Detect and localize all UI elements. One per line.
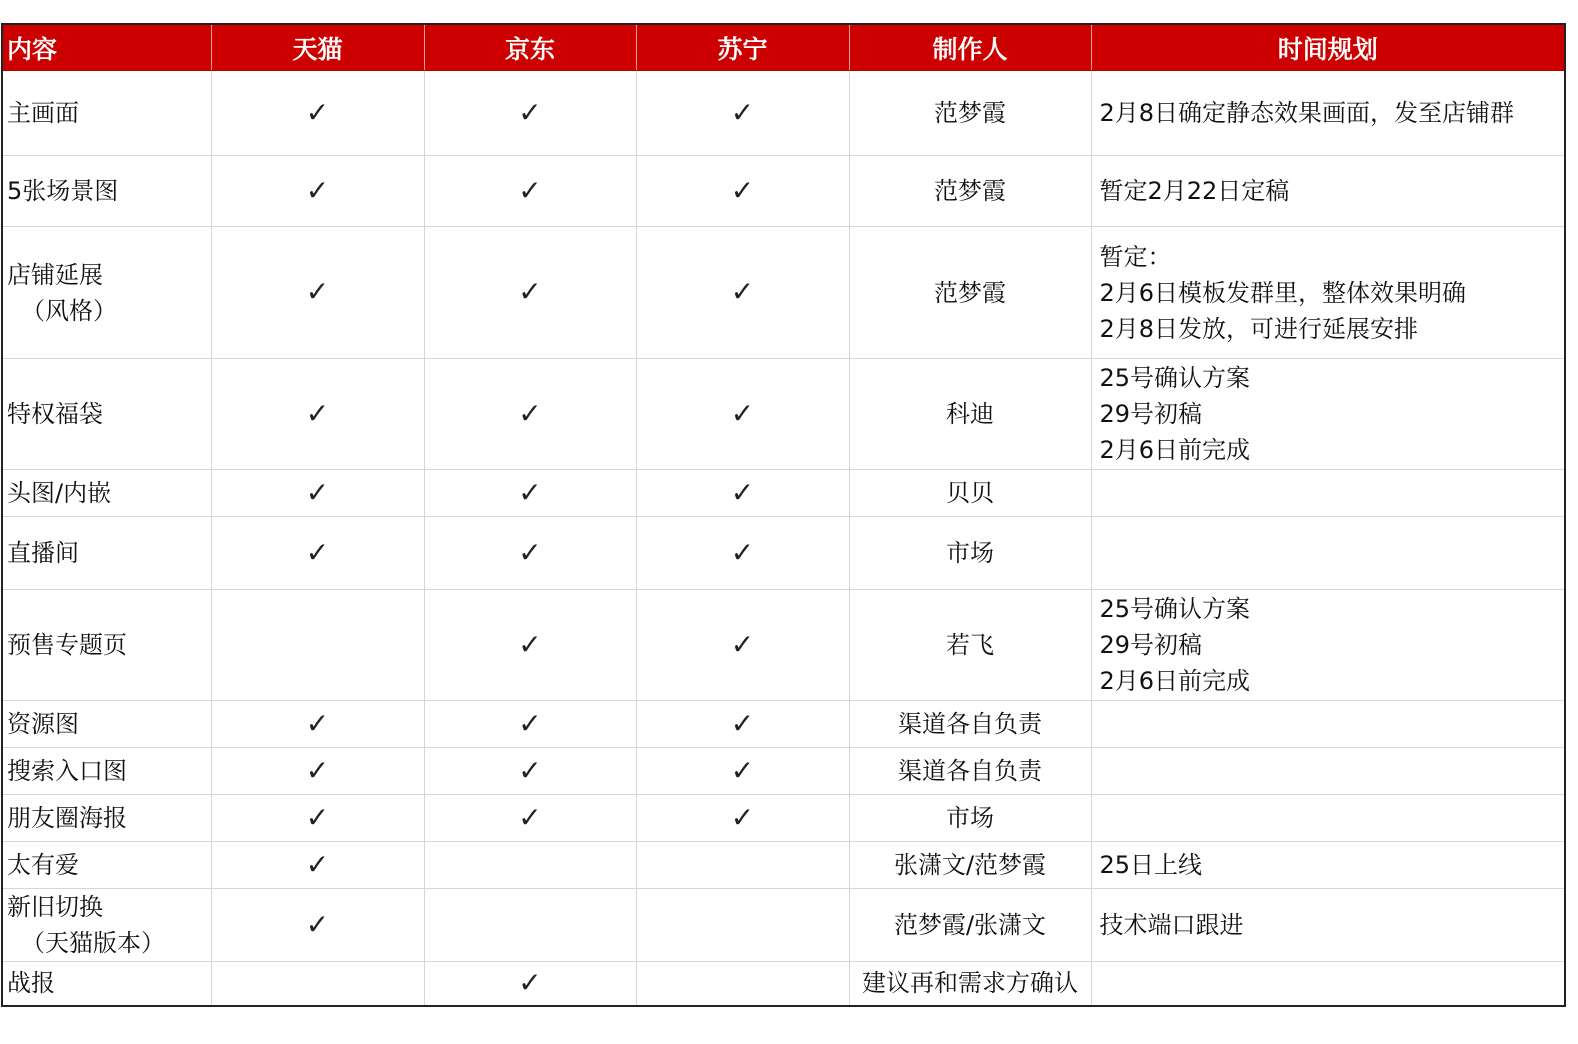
content-name-line: 搜索入口图 — [7, 757, 127, 785]
cell-content-name[interactable] — [3, 842, 211, 889]
plan-line: 2月6日模板发群里，整体效果明确 — [1099, 278, 1467, 307]
check-mark-icon: ✓ — [518, 475, 542, 509]
check-mark-icon: ✓ — [730, 706, 755, 740]
plan-line: 2月8日发放，可进行延展安排 — [1099, 314, 1419, 343]
cell-maker[interactable]: 市场 — [849, 517, 1091, 590]
cell-maker[interactable]: 范梦霞/张潇文 — [849, 889, 1091, 962]
header-plan[interactable]: 时间规划 — [1091, 25, 1564, 71]
content-name-line: 5张场景图 — [7, 177, 119, 205]
check-mark-icon: ✓ — [730, 535, 755, 569]
plan-line: 29号初稿 — [1099, 400, 1203, 428]
cell-plan[interactable] — [1091, 156, 1564, 227]
cell-suning[interactable] — [636, 795, 849, 842]
check-mark-icon: ✓ — [305, 95, 330, 129]
check-mark-icon: ✓ — [305, 396, 330, 430]
cell-jd[interactable] — [424, 701, 636, 748]
cell-plan[interactable] — [1091, 517, 1564, 590]
header-tmall[interactable]: 天猫 — [211, 25, 424, 71]
cell-maker[interactable]: 范梦霞 — [849, 71, 1091, 156]
cell-suning[interactable] — [636, 156, 849, 227]
table-row — [3, 71, 1564, 156]
table-row — [3, 748, 1564, 795]
check-mark-icon: ✓ — [518, 535, 542, 569]
check-mark-icon: ✓ — [305, 475, 330, 509]
plan-line: 25号确认方案 — [1099, 364, 1251, 392]
check-mark-icon: ✓ — [305, 535, 330, 569]
table-row — [3, 842, 1564, 889]
cell-content-name[interactable] — [3, 962, 211, 1005]
check-mark-icon: ✓ — [305, 706, 330, 740]
check-mark-icon: ✓ — [730, 800, 755, 834]
cell-jd[interactable] — [424, 71, 636, 156]
table-row — [3, 517, 1564, 590]
cell-jd[interactable] — [424, 590, 636, 701]
content-name-line: 头图/内嵌 — [7, 479, 112, 507]
cell-content-name[interactable] — [3, 470, 211, 517]
content-name-line: 战报 — [7, 969, 55, 998]
cell-plan[interactable] — [1091, 842, 1564, 889]
cell-maker[interactable]: 贝贝 — [849, 470, 1091, 517]
cell-maker[interactable]: 范梦霞 — [849, 227, 1091, 359]
cell-tmall[interactable] — [211, 156, 424, 227]
check-mark-icon: ✓ — [305, 753, 330, 787]
cell-suning[interactable] — [636, 359, 849, 470]
cell-tmall[interactable] — [211, 359, 424, 470]
cell-plan[interactable] — [1091, 590, 1564, 701]
cell-tmall[interactable] — [211, 962, 424, 1005]
cell-plan[interactable] — [1091, 962, 1564, 1005]
cell-plan[interactable] — [1091, 795, 1564, 842]
check-mark-icon: ✓ — [305, 800, 330, 834]
cell-jd[interactable] — [424, 227, 636, 359]
cell-suning[interactable] — [636, 748, 849, 795]
table-body — [3, 71, 1564, 1005]
cell-suning[interactable] — [636, 227, 849, 359]
cell-maker[interactable]: 科迪 — [849, 359, 1091, 470]
cell-plan[interactable] — [1091, 701, 1564, 748]
cell-content-name[interactable] — [3, 156, 211, 227]
cell-jd[interactable] — [424, 156, 636, 227]
content-name-line: 特权福袋 — [7, 400, 103, 428]
check-mark-icon: ✓ — [518, 965, 542, 999]
table-row — [3, 962, 1564, 1005]
cell-content-name[interactable] — [3, 590, 211, 701]
content-name-line: 资源图 — [7, 710, 79, 738]
check-mark-icon: ✓ — [730, 753, 755, 787]
plan-line: 暂定： — [1099, 242, 1172, 271]
cell-suning[interactable] — [636, 701, 849, 748]
cell-content-name[interactable] — [3, 889, 211, 962]
table-row — [3, 590, 1564, 701]
cell-jd[interactable] — [424, 517, 636, 590]
content-name-line: （天猫版本） — [21, 929, 165, 957]
cell-content-name[interactable] — [3, 748, 211, 795]
cell-suning[interactable] — [636, 470, 849, 517]
cell-plan[interactable] — [1091, 227, 1564, 359]
check-mark-icon: ✓ — [730, 173, 755, 207]
header-suning[interactable]: 苏宁 — [636, 25, 849, 71]
cell-plan[interactable] — [1091, 889, 1564, 962]
plan-line: 25日上线 — [1099, 851, 1203, 879]
content-name-line: 直播间 — [7, 539, 79, 567]
cell-tmall[interactable] — [211, 842, 424, 889]
cell-maker[interactable]: 若飞 — [849, 590, 1091, 701]
cell-suning[interactable] — [636, 889, 849, 962]
cell-tmall[interactable] — [211, 71, 424, 156]
cell-tmall[interactable] — [211, 470, 424, 517]
check-mark-icon: ✓ — [730, 95, 755, 129]
check-mark-icon: ✓ — [518, 800, 542, 834]
content-name-line: 主画面 — [7, 99, 79, 127]
table-row — [3, 795, 1564, 842]
content-name-line: 预售专题页 — [7, 631, 127, 659]
check-mark-icon: ✓ — [518, 706, 542, 740]
content-name-line: 店铺延展 — [7, 260, 103, 289]
cell-content-name[interactable] — [3, 701, 211, 748]
cell-jd[interactable] — [424, 795, 636, 842]
plan-line: 29号初稿 — [1099, 631, 1203, 659]
header-row — [3, 25, 1564, 71]
cell-suning[interactable] — [636, 962, 849, 1005]
schedule-table — [3, 25, 1564, 1005]
cell-content-name[interactable] — [3, 359, 211, 470]
check-mark-icon: ✓ — [305, 173, 330, 207]
cell-plan[interactable] — [1091, 71, 1564, 156]
cell-content-name[interactable] — [3, 227, 211, 359]
cell-suning[interactable] — [636, 71, 849, 156]
cell-maker[interactable]: 渠道各自负责 — [849, 701, 1091, 748]
table-row — [3, 701, 1564, 748]
table-row — [3, 359, 1564, 470]
cell-tmall[interactable] — [211, 517, 424, 590]
content-name-line: 太有爱 — [7, 851, 79, 879]
cell-suning[interactable] — [636, 517, 849, 590]
cell-tmall[interactable] — [211, 748, 424, 795]
cell-plan[interactable] — [1091, 748, 1564, 795]
table-row — [3, 156, 1564, 227]
cell-suning[interactable] — [636, 590, 849, 701]
table-row — [3, 889, 1564, 962]
cell-content-name[interactable] — [3, 795, 211, 842]
cell-maker[interactable]: 建议再和需求方确认 — [849, 962, 1091, 1005]
content-name-line: 新旧切换 — [7, 893, 103, 921]
cell-tmall[interactable] — [211, 701, 424, 748]
cell-maker[interactable]: 市场 — [849, 795, 1091, 842]
cell-jd[interactable] — [424, 962, 636, 1005]
cell-jd[interactable] — [424, 889, 636, 962]
cell-plan[interactable] — [1091, 470, 1564, 517]
check-mark-icon: ✓ — [518, 95, 542, 129]
check-mark-icon: ✓ — [730, 396, 755, 430]
cell-content-name[interactable] — [3, 71, 211, 156]
check-mark-icon: ✓ — [305, 847, 330, 881]
content-name-line: （风格） — [21, 296, 117, 325]
plan-line: 2月6日前完成 — [1099, 667, 1251, 695]
check-mark-icon: ✓ — [518, 173, 542, 207]
plan-line: 技术端口跟进 — [1099, 911, 1244, 939]
cell-content-name[interactable] — [3, 517, 211, 590]
check-mark-icon: ✓ — [730, 627, 755, 661]
check-mark-icon: ✓ — [305, 275, 330, 308]
check-mark-icon: ✓ — [518, 753, 542, 787]
cell-jd[interactable] — [424, 359, 636, 470]
header-maker[interactable]: 制作人 — [849, 25, 1091, 71]
check-mark-icon: ✓ — [730, 475, 755, 509]
cell-maker[interactable]: 张潇文/范梦霞 — [849, 842, 1091, 889]
cell-jd[interactable] — [424, 748, 636, 795]
plan-line: 2月8日确定静态效果画面，发至店铺群 — [1099, 99, 1515, 127]
cell-jd[interactable] — [424, 842, 636, 889]
content-name-line: 朋友圈海报 — [7, 804, 127, 832]
cell-maker[interactable]: 渠道各自负责 — [849, 748, 1091, 795]
check-mark-icon: ✓ — [518, 396, 542, 430]
cell-tmall[interactable] — [211, 889, 424, 962]
cell-tmall[interactable] — [211, 227, 424, 359]
cell-suning[interactable] — [636, 842, 849, 889]
table-row — [3, 470, 1564, 517]
plan-line: 暂定2月22日定稿 — [1099, 177, 1290, 205]
cell-plan[interactable] — [1091, 359, 1564, 470]
check-mark-icon: ✓ — [518, 275, 542, 308]
plan-line: 2月6日前完成 — [1099, 436, 1251, 464]
check-mark-icon: ✓ — [730, 275, 755, 308]
check-mark-icon: ✓ — [305, 907, 330, 941]
plan-line: 25号确认方案 — [1099, 595, 1251, 623]
cell-tmall[interactable] — [211, 590, 424, 701]
table-row — [3, 227, 1564, 359]
schedule-table-container — [1, 23, 1566, 1007]
table-header — [3, 25, 1564, 71]
cell-maker[interactable]: 范梦霞 — [849, 156, 1091, 227]
header-content[interactable]: 内容 — [3, 25, 211, 71]
check-mark-icon: ✓ — [518, 627, 542, 661]
header-jd[interactable]: 京东 — [424, 25, 636, 71]
cell-jd[interactable] — [424, 470, 636, 517]
cell-tmall[interactable] — [211, 795, 424, 842]
